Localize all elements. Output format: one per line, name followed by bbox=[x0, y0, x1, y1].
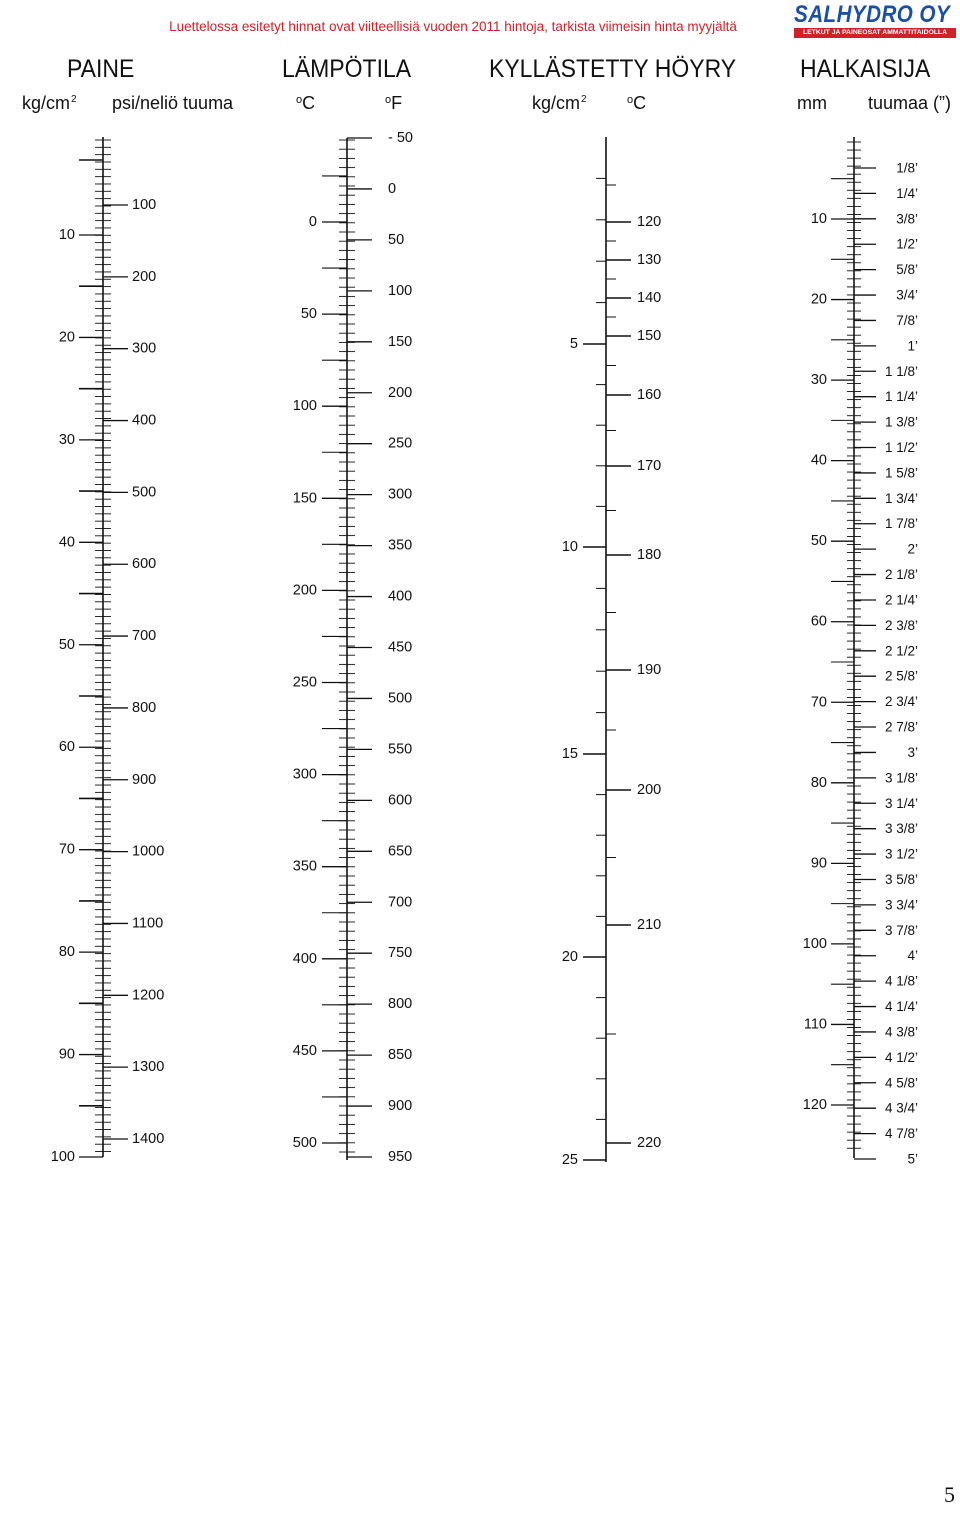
temperature-f-tick-label: 950 bbox=[388, 1149, 413, 1165]
diameter-inch-tick-label: 4’ bbox=[907, 948, 918, 964]
pressure-psi-tick-label: 700 bbox=[132, 628, 157, 645]
unit-diameter-inch: tuumaa (”) bbox=[868, 93, 952, 113]
diameter-inch-tick-label: 4 3/8’ bbox=[884, 1024, 918, 1040]
unit-temp-c: $^o$C bbox=[296, 93, 316, 113]
steam-kg-tick-label: 5 bbox=[569, 336, 578, 352]
diameter-inch-tick-label: 7/8’ bbox=[896, 312, 918, 328]
temperature-f-tick-label: 300 bbox=[388, 486, 413, 503]
temperature-f-tick-label: 800 bbox=[388, 996, 413, 1013]
page-number: 5 bbox=[944, 1482, 955, 1507]
steam-c-tick-label: 170 bbox=[637, 458, 662, 474]
steam-c-tick-label: 150 bbox=[637, 328, 662, 344]
diameter-inch-tick-label: 2 1/8’ bbox=[884, 567, 918, 583]
diameter-inch-tick-label: 3 3/8’ bbox=[884, 821, 918, 837]
temperature-c-tick-label: 100 bbox=[292, 398, 317, 415]
diameter-inch-tick-label: 4 1/2’ bbox=[884, 1049, 918, 1065]
diameter-inch-tick-label: 1 1/8’ bbox=[884, 363, 918, 379]
steam-c-tick-label: 200 bbox=[637, 782, 662, 798]
temperature-f-tick-label: 850 bbox=[388, 1047, 413, 1064]
diameter-inch-tick-label: 3/8’ bbox=[896, 211, 918, 227]
diameter-inch-tick-label: 1 7/8’ bbox=[884, 516, 918, 532]
diameter-inch-tick-label: 4 5/8’ bbox=[884, 1075, 918, 1091]
diameter-inch-tick-label: 2’ bbox=[907, 541, 918, 557]
steam-kg-tick-label: 10 bbox=[561, 539, 578, 555]
pressure-kg-tick-label: 70 bbox=[58, 841, 75, 858]
steam-kg-tick-label: 15 bbox=[561, 746, 578, 762]
heading-saturated-steam: KYLLÄSTETTY HÖYRY bbox=[489, 55, 737, 83]
temperature-f-tick-label: 200 bbox=[388, 384, 413, 401]
diameter-mm-tick-label: 10 bbox=[810, 211, 827, 227]
pressure-psi-tick-label: 400 bbox=[132, 412, 157, 429]
temperature-f-tick-label: 50 bbox=[388, 231, 405, 248]
temperature-f-tick-label: 0 bbox=[388, 180, 397, 197]
temperature-c-tick-label: 50 bbox=[300, 306, 317, 323]
diameter-mm-tick-label: 120 bbox=[802, 1097, 827, 1113]
steam-c-tick-label: 160 bbox=[637, 387, 662, 403]
diameter-inch-tick-label: 3 5/8’ bbox=[884, 871, 918, 887]
unit-steam-c: $^o$C bbox=[627, 93, 647, 113]
diameter-mm-tick-label: 20 bbox=[810, 291, 827, 308]
diameter-inch-tick-label: 1/4’ bbox=[896, 185, 918, 201]
pressure-kg-tick-label: 20 bbox=[58, 329, 75, 346]
diameter-inch-tick-label: 3 1/2’ bbox=[884, 846, 918, 862]
pressure-psi-tick-label: 500 bbox=[132, 484, 157, 501]
steam-kg-tick-label: 20 bbox=[561, 949, 578, 965]
price-notice-top: Luettelossa esitetyt hinnat ovat viitteellisiä vuoden 2011 hintoja, tarkista viimeisin hinta myyjältä bbox=[169, 19, 737, 34]
temperature-f-tick-label: 500 bbox=[388, 690, 413, 707]
temperature-f-tick-label: 450 bbox=[388, 639, 413, 656]
temperature-f-tick-label: 900 bbox=[388, 1098, 413, 1115]
steam-c-tick-label: 140 bbox=[637, 290, 662, 306]
temperature-f-tick-label: 550 bbox=[388, 741, 413, 758]
heading-temperature: LÄMPÖTILA bbox=[282, 55, 412, 83]
diameter-mm-tick-label: 90 bbox=[810, 855, 827, 872]
pressure-kg-tick-label: 40 bbox=[58, 534, 75, 551]
diameter-inch-tick-label: 2 1/4’ bbox=[884, 592, 918, 608]
diameter-inch-tick-label: 1 3/4’ bbox=[884, 490, 918, 506]
diameter-inch-tick-label: 4 1/8’ bbox=[884, 973, 918, 989]
diameter-inch-tick-label: 1 3/8’ bbox=[884, 414, 918, 430]
pressure-psi-tick-label: 1100 bbox=[132, 915, 164, 932]
pressure-psi-tick-label: 300 bbox=[132, 340, 157, 357]
temperature-f-tick-label: 100 bbox=[388, 282, 413, 299]
temperature-f-tick-label: 700 bbox=[388, 894, 413, 911]
diameter-inch-tick-label: 5/8’ bbox=[896, 262, 918, 278]
steam-c-tick-label: 220 bbox=[637, 1135, 662, 1151]
temperature-f-tick-label: 600 bbox=[388, 792, 413, 809]
diameter-inch-tick-label: 4 3/4’ bbox=[884, 1100, 918, 1116]
temperature-c-tick-label: 350 bbox=[292, 858, 317, 875]
diameter-inch-tick-label: 5’ bbox=[907, 1151, 918, 1167]
diameter-inch-tick-label: 3 7/8’ bbox=[884, 922, 918, 938]
logo-name: SALHYDRO OY bbox=[794, 1, 951, 28]
temperature-c-tick-label: 250 bbox=[292, 674, 317, 691]
diameter-inch-tick-label: 1 1/4’ bbox=[884, 389, 918, 405]
diameter-inch-tick-label: 3 1/8’ bbox=[884, 770, 918, 786]
temperature-c-tick-label: 400 bbox=[292, 950, 317, 967]
diameter-mm-tick-label: 70 bbox=[810, 694, 827, 711]
diameter-inch-tick-label: 4 1/4’ bbox=[884, 999, 918, 1015]
pressure-kg-tick-label: 60 bbox=[58, 739, 75, 756]
temperature-c-tick-label: 500 bbox=[292, 1135, 317, 1151]
temperature-f-tick-label: 250 bbox=[388, 435, 413, 452]
pressure-kg-tick-label: 90 bbox=[58, 1046, 75, 1063]
diameter-inch-tick-label: 3 3/4’ bbox=[884, 897, 918, 913]
unit-diameter-mm: mm bbox=[797, 93, 827, 113]
diameter-inch-tick-label: 1 5/8’ bbox=[884, 465, 918, 481]
temperature-f-tick-label: 350 bbox=[388, 537, 413, 554]
steam-c-tick-label: 210 bbox=[637, 917, 662, 933]
pressure-kg-tick-label: 10 bbox=[58, 227, 75, 243]
diameter-inch-tick-label: 1/2’ bbox=[896, 236, 918, 252]
diameter-inch-tick-label: 3 1/4’ bbox=[884, 795, 918, 811]
unit-pressure-psi: psi/neliö tuuma bbox=[112, 93, 234, 113]
temperature-c-tick-label: 0 bbox=[308, 214, 317, 230]
temperature-f-tick-label: 650 bbox=[388, 843, 413, 860]
diameter-inch-tick-label: 3/4’ bbox=[896, 287, 918, 303]
diameter-mm-tick-label: 110 bbox=[803, 1016, 827, 1033]
heading-pressure: PAINE bbox=[67, 55, 135, 83]
pressure-psi-tick-label: 800 bbox=[132, 699, 157, 716]
steam-c-tick-label: 190 bbox=[637, 662, 662, 678]
temperature-c-tick-label: 200 bbox=[292, 582, 317, 599]
diameter-inch-tick-label: 1’ bbox=[907, 338, 918, 354]
diameter-mm-tick-label: 60 bbox=[810, 613, 827, 630]
logo-tagline: LETKUT JA PAINEOSAT AMMATTITAIDOLLA bbox=[794, 28, 956, 38]
pressure-psi-tick-label: 1300 bbox=[132, 1059, 165, 1076]
diameter-inch-tick-label: 4 7/8’ bbox=[884, 1126, 918, 1142]
diameter-mm-tick-label: 50 bbox=[810, 533, 827, 550]
pressure-psi-tick-label: 100 bbox=[132, 197, 157, 213]
pressure-psi-tick-label: 1200 bbox=[132, 987, 165, 1004]
diameter-inch-tick-label: 2 1/2’ bbox=[884, 643, 918, 659]
temperature-f-tick-label: 150 bbox=[388, 333, 413, 350]
diameter-mm-tick-label: 30 bbox=[810, 372, 827, 389]
temperature-c-tick-label: 450 bbox=[292, 1042, 317, 1059]
pressure-kg-tick-label: 80 bbox=[58, 944, 75, 961]
pressure-psi-tick-label: 200 bbox=[132, 268, 157, 285]
pressure-kg-tick-label: 30 bbox=[58, 431, 75, 448]
diameter-mm-tick-label: 80 bbox=[810, 774, 827, 791]
diameter-mm-tick-label: 100 bbox=[802, 935, 827, 952]
diameter-inch-tick-label: 1 1/2’ bbox=[884, 440, 918, 456]
steam-kg-tick-label: 25 bbox=[561, 1152, 578, 1168]
temperature-c-tick-label: 300 bbox=[292, 766, 317, 783]
pressure-psi-tick-label: 1000 bbox=[132, 843, 165, 860]
pressure-psi-tick-label: 1400 bbox=[132, 1131, 165, 1147]
heading-diameter: HALKAISIJA bbox=[800, 55, 931, 83]
temperature-f-tick-label: - 50 bbox=[388, 130, 413, 146]
steam-c-tick-label: 180 bbox=[637, 547, 662, 563]
temperature-f-tick-label: 400 bbox=[388, 588, 413, 605]
diameter-inch-tick-label: 2 7/8’ bbox=[884, 719, 918, 735]
temperature-c-tick-label: 150 bbox=[292, 490, 317, 507]
diameter-inch-tick-label: 1/8’ bbox=[896, 160, 918, 176]
pressure-kg-tick-label: 100 bbox=[50, 1149, 75, 1165]
diameter-inch-tick-label: 2 3/8’ bbox=[884, 617, 918, 633]
diameter-inch-tick-label: 2 3/4’ bbox=[884, 694, 918, 710]
unit-steam-kg: $kg/cm^2$ bbox=[532, 93, 587, 113]
steam-c-tick-label: 120 bbox=[637, 214, 662, 230]
unit-pressure-kg: $kg/cm^2$ bbox=[22, 93, 77, 113]
pressure-kg-tick-label: 50 bbox=[58, 636, 75, 653]
diameter-mm-tick-label: 40 bbox=[810, 452, 827, 469]
pressure-psi-tick-label: 900 bbox=[132, 771, 157, 788]
diameter-inch-tick-label: 3’ bbox=[907, 744, 918, 760]
temperature-f-tick-label: 750 bbox=[388, 945, 413, 962]
diameter-inch-tick-label: 2 5/8’ bbox=[884, 668, 918, 684]
steam-c-tick-label: 130 bbox=[637, 252, 662, 268]
pressure-psi-tick-label: 600 bbox=[132, 556, 157, 573]
unit-temp-f: $^o$F bbox=[385, 93, 403, 113]
